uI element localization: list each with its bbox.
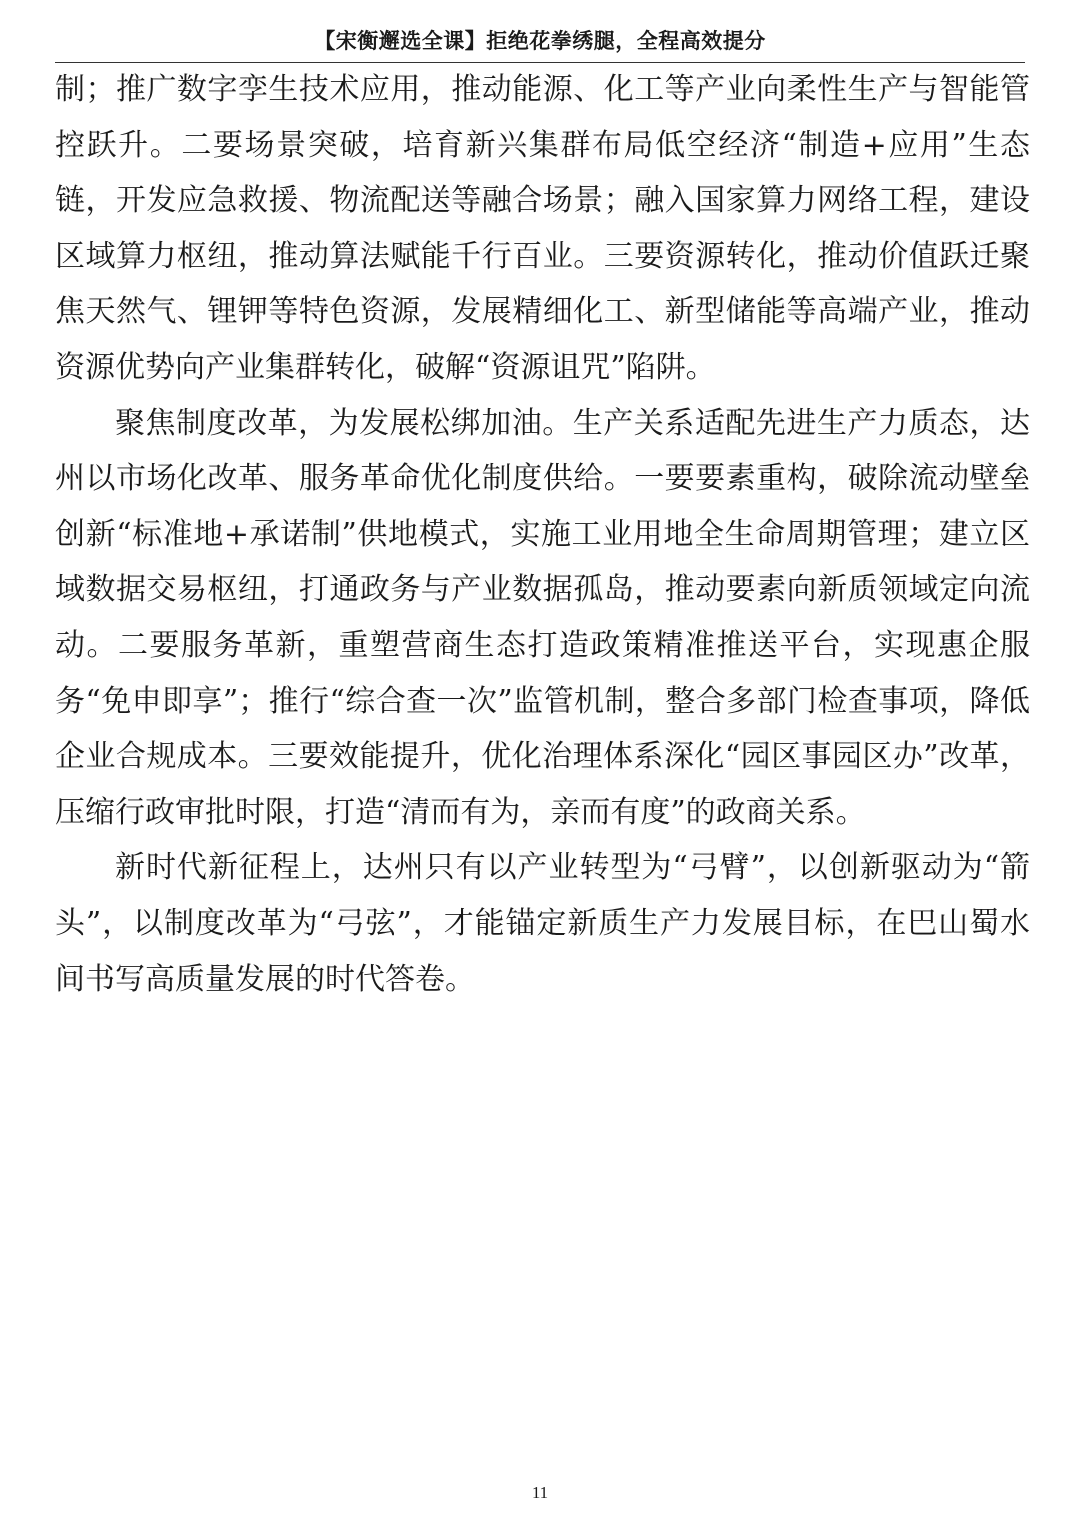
body-paragraph-2: 聚焦制度改革，为发展松绑加油。生产关系适配先进生产力质态，达州以市场化改革、服务革命优化制度供给。一要要素重构，破除流动壁垒创新“标准地+承诺制”供地模式，实施工业用地全生命周期管理；建立区域数据交易枢纽，打通政务与产业数据孤岛，推动要素向新质领域定向流动。二要服务革新，重塑营商生态打造政策精准推送平台，实现惠企服务“免申即享”；推行“综合查一次”监管机制，整合多部门检查事项，降低企业合规成本。三要效能提升，优化治理体系深化“园区事园区办”改革，压缩行政审批时限，打造“清而有为，亲而有度”的政商关系。 xyxy=(55,405,1030,830)
body-paragraph-3: 新时代新征程上，达州只有以产业转型为“弓臂”，以创新驱动为“箭头”，以制度改革为“弓弦”，才能锚定新质生产力发展目标，在巴山蜀水间书写高质量发展的时代答卷。 xyxy=(55,850,1030,997)
document-body xyxy=(55,62,1030,1007)
page-header: 【宋衡邂选全课】拒绝花拳绣腿，全程高效提分 xyxy=(314,29,766,53)
body-paragraph-1: 制；推广数字孪生技术应用，推动能源、化工等产业向柔性生产与智能管控跃升。二要场景突破，培育新兴集群布局低空经济“制造+应用”生态链，开发应急救援、物流配送等融合场景；融入国家算力网络工程，建设区域算力枢纽，推动算法赋能千行百业。三要资源转化，推动价值跃迁聚焦天然气、锂钾等特色资源，发展精细化工、新型储能等高端产业，推动资源优势向产业集群转化，破解“资源诅咒”陷阱。 xyxy=(55,72,1030,385)
page-number: 11 xyxy=(531,1483,549,1502)
